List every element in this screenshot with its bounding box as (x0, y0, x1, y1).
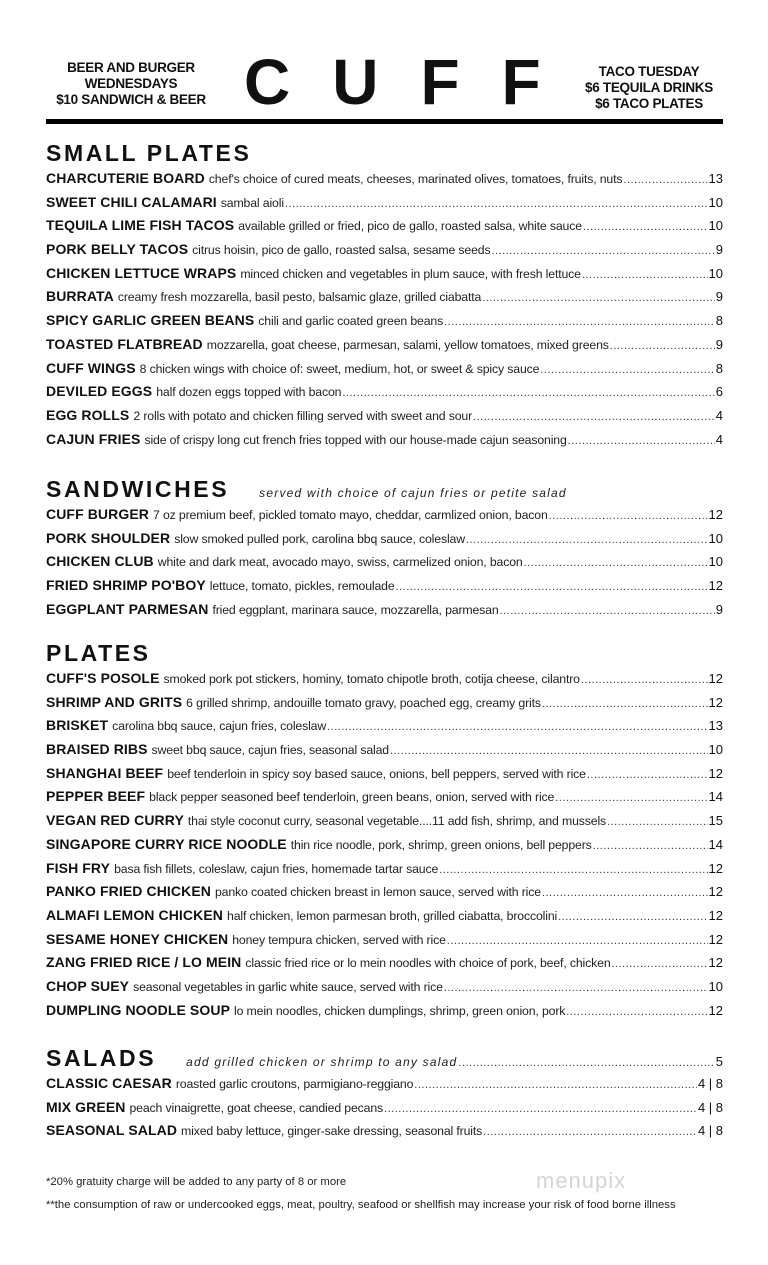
dot-leader (542, 887, 708, 899)
dot-leader (558, 911, 707, 923)
item-description: roasted garlic croutons, parmigiano-reggiano (175, 1077, 414, 1091)
dot-leader (568, 435, 715, 447)
section-header (46, 476, 723, 506)
item-description: 6 grilled shrimp, andouille tomato gravy, poached egg, creamy grits (186, 695, 541, 710)
item-name: EGG ROLLS (46, 406, 130, 423)
item-price: 4 (715, 407, 723, 423)
menu-item (46, 1122, 723, 1146)
dot-leader (384, 1103, 697, 1115)
wednesday-promo (56, 60, 206, 108)
restaurant-logo: CUFF (244, 46, 583, 118)
item-name: CUFF'S POSOLE (46, 670, 160, 686)
item-price: 14 (708, 789, 723, 805)
item-price: 9 (715, 242, 723, 258)
item-price: 8 (715, 360, 723, 376)
dot-leader (285, 198, 708, 210)
menu-item (46, 978, 723, 1002)
dot-leader (396, 581, 708, 593)
item-price: 12 (708, 955, 723, 971)
item-name: PEPPER BEEF (46, 788, 146, 805)
item-description: minced chicken and vegetables in plum sauce, with fresh lettuce (240, 266, 581, 281)
menu-item (46, 1099, 723, 1123)
item-description: honey tempura chicken, served with rice (232, 932, 446, 947)
item-description: classic fried rice or lo mein noodles with choice of pork, beef, chicken (245, 956, 611, 971)
dot-leader (414, 1079, 697, 1091)
dot-leader (524, 557, 708, 569)
item-price: 10 (708, 978, 723, 994)
menu-item (46, 360, 723, 384)
item-name: SPICY GARLIC GREEN BEANS (46, 312, 255, 329)
item-price: 10 (708, 194, 723, 210)
section-note-line (229, 486, 723, 500)
item-name: FRIED SHRIMP PO'BOY (46, 577, 206, 594)
item-description: carolina bbq sauce, cajun fries, coleslaw (112, 719, 327, 734)
menu-item (46, 288, 723, 312)
menu-item (46, 836, 723, 860)
dot-leader (473, 411, 715, 423)
item-name: CLASSIC CAESAR (46, 1075, 172, 1091)
item-description: lettuce, tomato, pickles, remoulade (209, 579, 395, 594)
item-name: TEQUILA LIME FISH TACOS (46, 217, 235, 234)
item-name: PORK SHOULDER (46, 529, 171, 546)
item-description: beef tenderloin in spicy soy based sauce, onions, bell peppers, served with rice (167, 766, 586, 781)
dot-leader (444, 316, 715, 328)
item-name: SHANGHAI BEEF (46, 764, 164, 781)
section-title: PLATES (46, 640, 151, 666)
menu-item (46, 717, 723, 741)
menu-item (46, 265, 723, 289)
item-name: CUFF BURGER (46, 506, 149, 522)
item-name: CHICKEN LETTUCE WRAPS (46, 264, 237, 281)
item-price: 13 (708, 171, 723, 186)
watermark: menupix (536, 1168, 627, 1193)
menu-item (46, 788, 723, 812)
item-name: MIX GREEN (46, 1098, 126, 1115)
item-price: 13 (708, 718, 723, 734)
item-price: 10 (708, 218, 723, 234)
dot-leader (466, 534, 708, 546)
item-name: ZANG FRIED RICE / LO MEIN (46, 954, 242, 971)
dot-leader (492, 245, 715, 257)
dot-leader (482, 292, 715, 304)
dot-leader (542, 698, 708, 710)
item-description: smoked pork pot stickers, hominy, tomato chipotle broth, cotija cheese, cilantro (163, 672, 580, 686)
item-name: DUMPLING NOODLE SOUP (46, 1001, 231, 1018)
item-description: creamy fresh mozzarella, basil pesto, balsamic glaze, grilled ciabatta (117, 290, 482, 305)
menu-item (46, 883, 723, 907)
promo-line: $10 SANDWICH & BEER (56, 92, 206, 107)
promo-line: BEER AND BURGER (67, 60, 195, 75)
menu-item (46, 1002, 723, 1026)
menu-item (46, 241, 723, 265)
item-name: PORK BELLY TACOS (46, 241, 189, 258)
item-price: 12 (708, 907, 723, 923)
menu-item (46, 601, 723, 625)
item-price: 10 (708, 265, 723, 281)
item-description: mozzarella, goat cheese, parmesan, salami, yellow tomatoes, mixed greens (206, 337, 609, 352)
item-price: 10 (708, 530, 723, 546)
promo-line: $6 TACO PLATES (595, 96, 703, 111)
item-description: 2 rolls with potato and chicken filling served with sweet and sour (133, 408, 473, 423)
menu-item (46, 530, 723, 554)
item-price: 4 | 8 (697, 1099, 723, 1115)
dot-leader (390, 745, 708, 757)
promo-line: TACO TUESDAY (598, 64, 700, 79)
menu-item (46, 553, 723, 577)
item-name: BURRATA (46, 288, 114, 305)
dot-leader (587, 769, 708, 781)
menu-item (46, 170, 723, 194)
item-description: thai style coconut curry, seasonal vegetable....11 add fish, shrimp, and mussels (187, 814, 607, 829)
dot-leader (623, 174, 707, 186)
item-name: SESAME HONEY CHICKEN (46, 930, 229, 947)
item-price: 6 (715, 384, 723, 400)
item-description: sambal aioli (220, 195, 284, 210)
menu-item (46, 765, 723, 789)
item-description: citrus hoisin, pico de gallo, roasted salsa, sesame seeds (192, 243, 491, 258)
item-name: CAJUN FRIES (46, 430, 141, 447)
promo-line: WEDNESDAYS (84, 76, 178, 91)
item-name: PANKO FRIED CHICKEN (46, 883, 211, 900)
menu-item (46, 383, 723, 407)
dot-leader (582, 269, 708, 281)
item-description: fried eggplant, marinara sauce, mozzarella, parmesan (212, 602, 499, 617)
item-name: CHARCUTERIE BOARD (46, 170, 205, 186)
dot-leader (444, 982, 708, 994)
menu-item (46, 954, 723, 978)
dot-leader (439, 864, 707, 876)
item-price: 12 (708, 884, 723, 900)
section-note: add grilled chicken or shrimp to any salad (186, 1055, 458, 1069)
item-description: chef's choice of cured meats, cheeses, marinated olives, tomatoes, fruits, nuts (208, 172, 623, 186)
menu-item (46, 194, 723, 218)
tuesday-promo (574, 64, 724, 112)
item-name: CUFF WINGS (46, 359, 136, 376)
dot-leader (555, 792, 707, 804)
menu-item (46, 812, 723, 836)
dot-leader (581, 674, 708, 686)
item-price: 4 | 8 (697, 1123, 723, 1139)
item-description: seasonal vegetables in garlic white sauce, served with rice (133, 979, 443, 994)
item-name: EGGPLANT PARMESAN (46, 600, 209, 617)
menu-item (46, 931, 723, 955)
section-header (46, 1045, 723, 1075)
menu-item (46, 312, 723, 336)
item-price: 12 (708, 694, 723, 710)
item-price: 10 (708, 554, 723, 570)
dot-leader (593, 840, 708, 852)
item-price: 12 (708, 507, 723, 522)
item-description: mixed baby lettuce, ginger-sake dressing, seasonal fruits (181, 1124, 483, 1139)
item-description: sweet bbq sauce, cajun fries, seasonal salad (151, 743, 389, 758)
item-price: 9 (715, 336, 723, 352)
item-price: 15 (708, 813, 723, 829)
dot-leader (566, 1006, 707, 1018)
item-description: chili and garlic coated green beans (258, 314, 444, 329)
item-description: side of crispy long cut french fries topped with our house-made cajun seasoning (144, 432, 567, 447)
item-price: 12 (708, 765, 723, 781)
menu-item (46, 741, 723, 765)
item-name: VEGAN RED CURRY (46, 812, 184, 829)
dot-leader (458, 1057, 714, 1069)
header-divider (46, 119, 723, 124)
item-price: 9 (715, 601, 723, 617)
item-description: basa fish fillets, coleslaw, cajun fries, homemade tartar sauce (114, 861, 439, 876)
item-description: half chicken, lemon parmesan broth, grilled ciabatta, broccolini (227, 908, 558, 923)
item-price: 10 (708, 742, 723, 758)
section-title: SALADS (46, 1045, 157, 1071)
item-description: panko coated chicken breast in lemon sauce, served with rice (214, 885, 541, 900)
item-description: black pepper seasoned beef tenderloin, green beans, onion, served with rice (149, 790, 555, 805)
dot-leader (342, 387, 714, 399)
menu-item (46, 431, 723, 455)
section-small-plates (46, 140, 723, 454)
menu-item (46, 670, 723, 694)
food-safety-note: **the consumption of raw or undercooked eggs, meat, poultry, seafood or shellfish may increase your risk of food borne illness (46, 1199, 676, 1211)
item-description: thin rice noodle, pork, shrimp, green onions, bell peppers (290, 837, 592, 852)
promo-line: $6 TEQUILA DRINKS (585, 80, 713, 95)
menu-item (46, 694, 723, 718)
item-name: DEVILED EGGS (46, 383, 153, 400)
item-price: 12 (708, 578, 723, 594)
item-name: SINGAPORE CURRY RICE NOODLE (46, 835, 287, 852)
dot-leader (610, 340, 715, 352)
item-name: SWEET CHILI CALAMARI (46, 193, 217, 210)
item-name: FISH FRY (46, 859, 111, 876)
menu-item (46, 907, 723, 931)
section-header (46, 640, 723, 670)
item-description: available grilled or fried, pico de gallo, roasted salsa, white sauce (238, 219, 582, 234)
item-name: SEASONAL SALAD (46, 1122, 178, 1139)
menu-item (46, 336, 723, 360)
dot-leader (327, 721, 707, 733)
menu-item (46, 1075, 723, 1099)
section-title: SMALL PLATES (46, 140, 252, 166)
dot-leader (483, 1126, 697, 1138)
item-price: 12 (708, 671, 723, 686)
item-name: TOASTED FLATBREAD (46, 335, 203, 352)
item-description: peach vinaigrette, goat cheese, candied pecans (129, 1100, 384, 1115)
menu-header (44, 46, 724, 118)
section-plates (46, 640, 723, 1025)
gratuity-note: *20% gratuity charge will be added to any party of 8 or more (46, 1176, 347, 1188)
note-price: 5 (715, 1054, 723, 1069)
item-price: 12 (708, 860, 723, 876)
item-price: 8 (715, 313, 723, 329)
item-price: 9 (715, 289, 723, 305)
item-name: BRISKET (46, 717, 109, 734)
item-description: white and dark meat, avocado mayo, swiss, carmelized onion, bacon (157, 555, 523, 570)
section-note: served with choice of cajun fries or petite salad (259, 486, 567, 500)
section-note-line (156, 1054, 723, 1069)
dot-leader (540, 364, 714, 376)
item-description: half dozen eggs topped with bacon (156, 385, 342, 400)
dot-leader (583, 221, 708, 233)
section-header (46, 140, 723, 170)
section-title: SANDWICHES (46, 476, 230, 502)
item-price: 4 (715, 431, 723, 447)
menu-item (46, 577, 723, 601)
dot-leader (607, 816, 707, 828)
menu-item (46, 506, 723, 530)
menu-item (46, 217, 723, 241)
item-price: 12 (708, 1002, 723, 1018)
item-name: BRAISED RIBS (46, 741, 148, 758)
menu-item (46, 407, 723, 431)
item-price: 4 | 8 (697, 1076, 723, 1091)
item-name: CHICKEN CLUB (46, 553, 154, 570)
item-description: lo mein noodles, chicken dumplings, shrimp, green onion, pork (234, 1003, 566, 1018)
section-salads (46, 1045, 723, 1146)
dot-leader (612, 958, 708, 970)
dot-leader (447, 935, 708, 947)
section-sandwiches (46, 476, 723, 624)
item-description: 8 chicken wings with choice of: sweet, medium, hot, or sweet & spicy sauce (139, 361, 540, 376)
item-name: SHRIMP AND GRITS (46, 693, 183, 710)
dot-leader (549, 510, 708, 522)
item-price: 14 (708, 836, 723, 852)
menu-item (46, 860, 723, 884)
item-price: 12 (708, 931, 723, 947)
item-name: CHOP SUEY (46, 977, 130, 994)
item-name: ALMAFI LEMON CHICKEN (46, 906, 223, 923)
item-description: 7 oz premium beef, pickled tomato mayo, cheddar, carmlized onion, bacon (152, 508, 548, 522)
dot-leader (500, 605, 715, 617)
item-description: slow smoked pulled pork, carolina bbq sauce, coleslaw (174, 531, 465, 546)
